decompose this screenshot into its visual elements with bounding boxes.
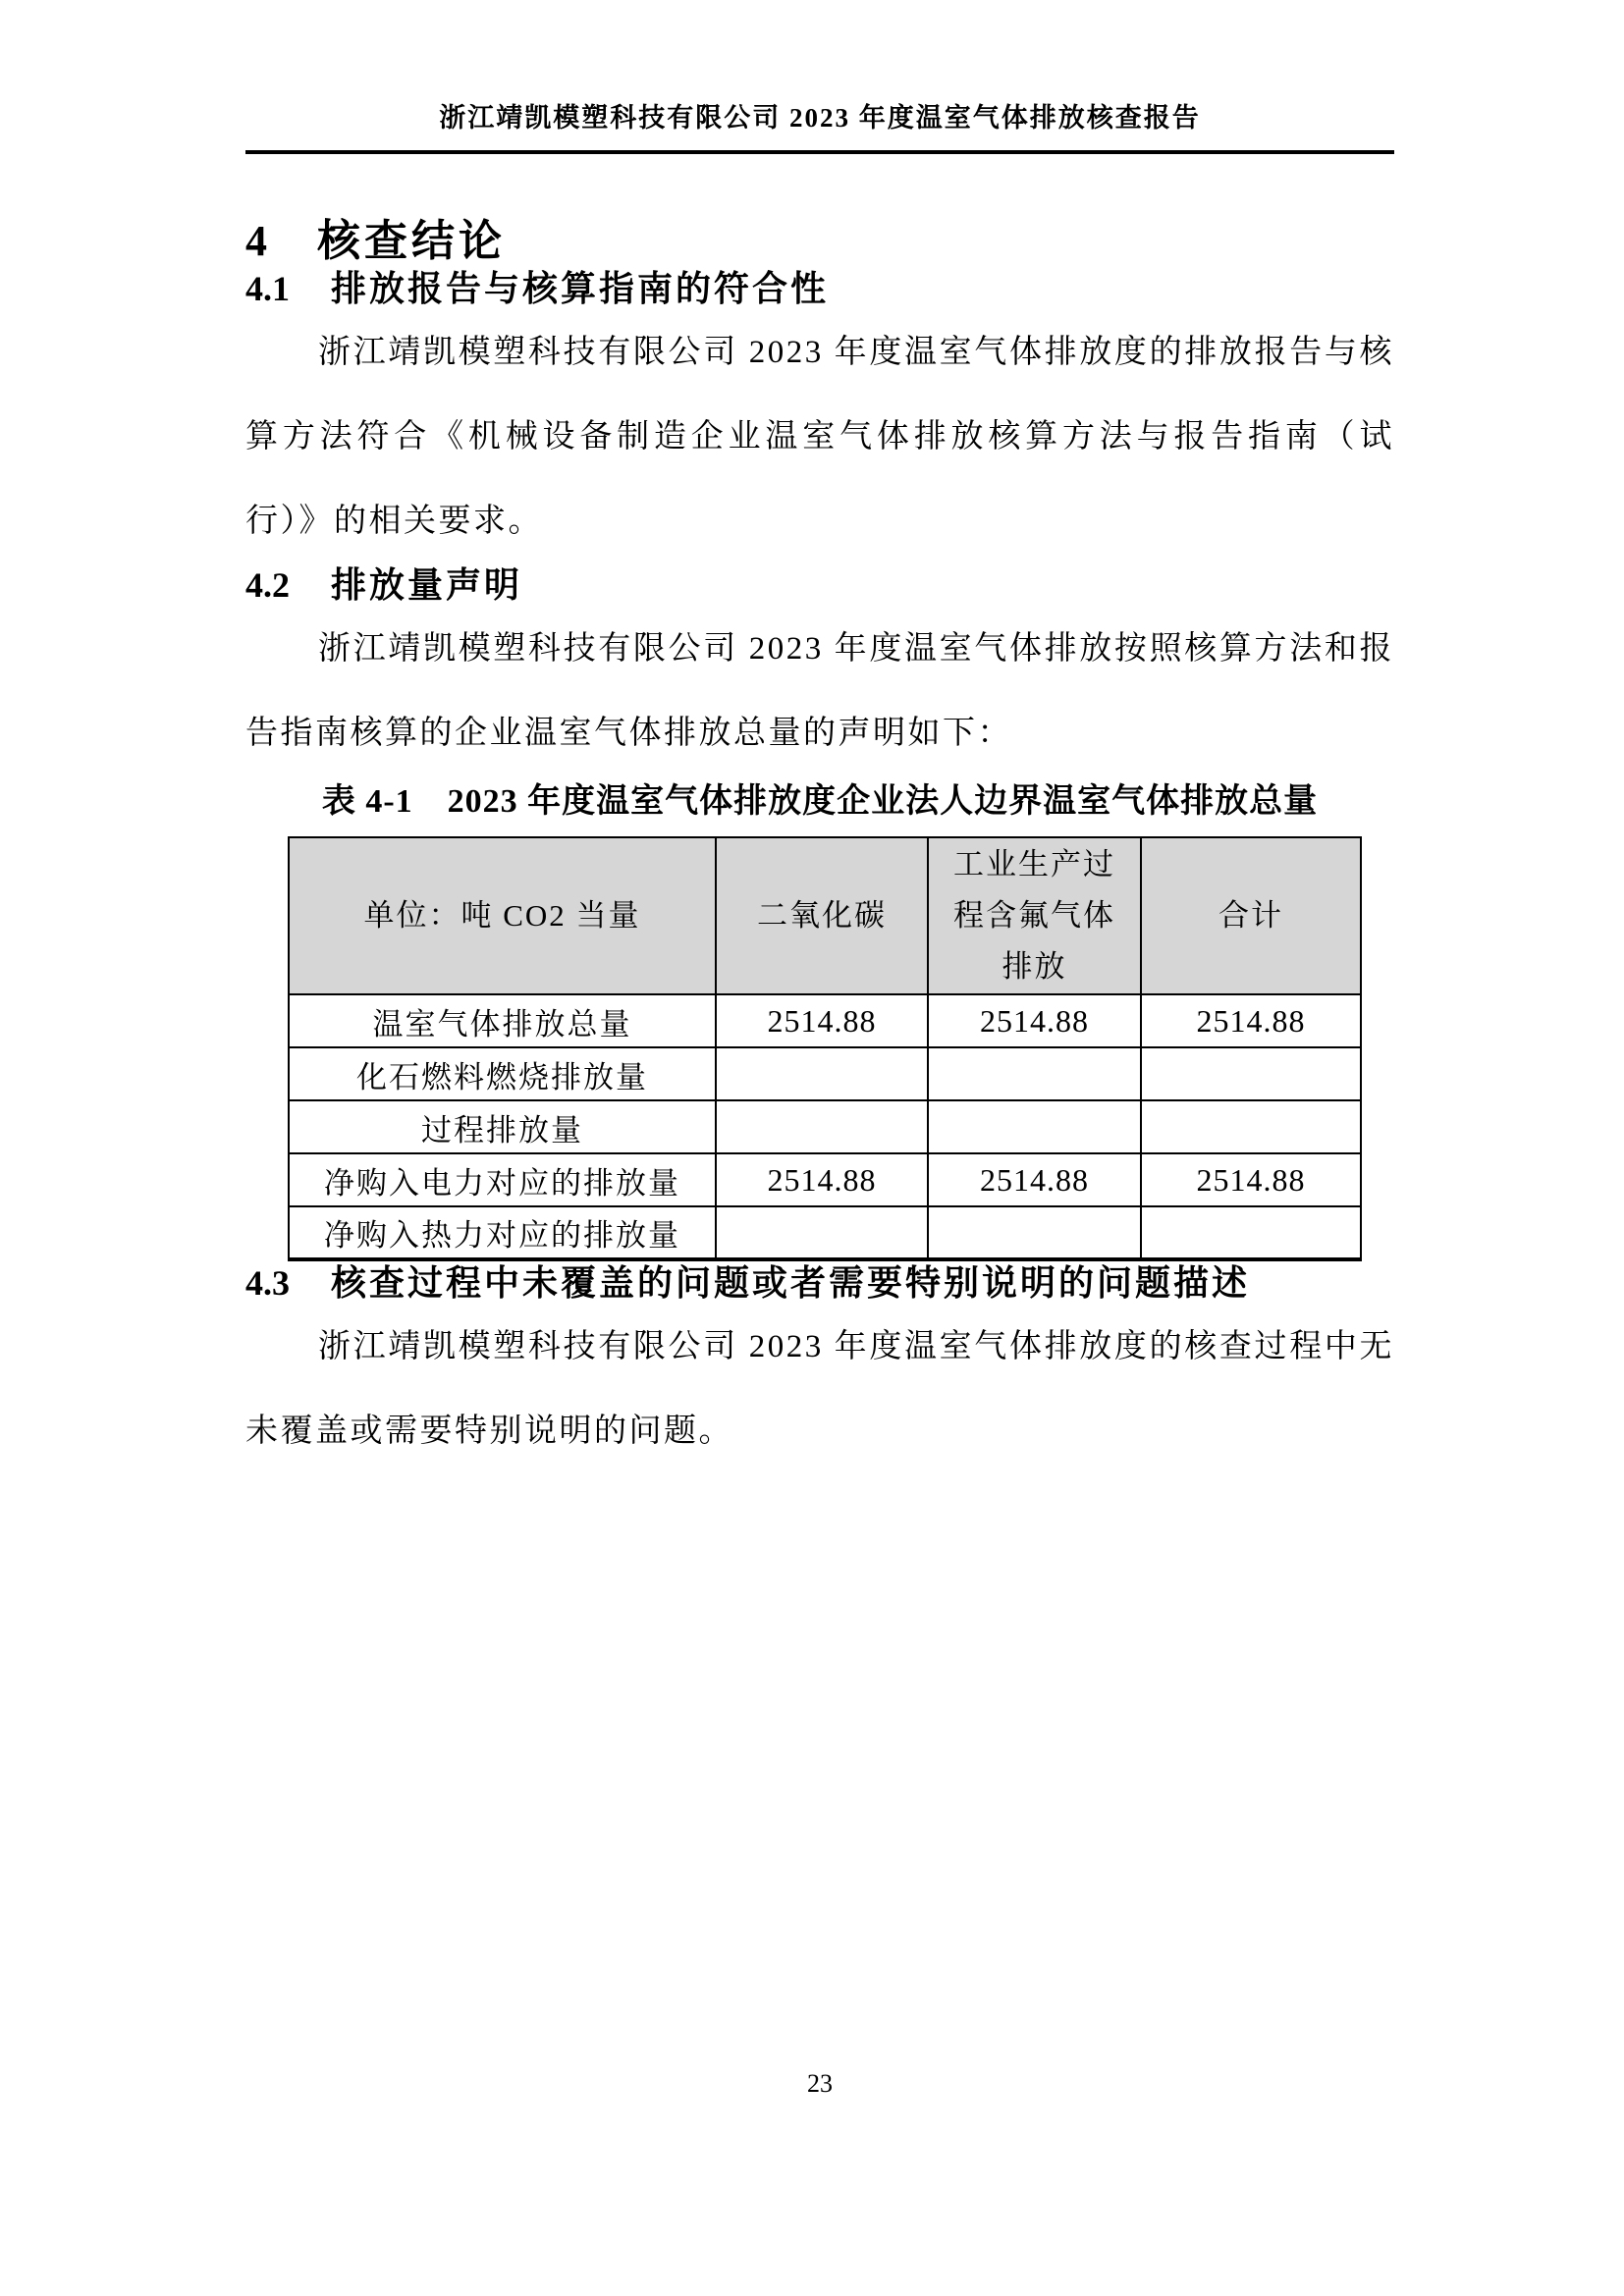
section-4-3-title: 核查过程中未覆盖的问题或者需要特别说明的问题描述 [331,1263,1251,1303]
row-co2-cell [716,1047,928,1100]
row-total-cell: 2514.88 [1141,1153,1361,1206]
table-row [289,1206,1361,1259]
row-fluoride-cell [928,1047,1141,1100]
table-header-row [289,837,1361,994]
section-4-3-number: 4.3 [245,1263,290,1303]
table-row [289,1153,1361,1206]
row-fluoride-cell [928,1100,1141,1153]
section-4-number: 4 [245,217,267,265]
row-label-cell: 净购入电力对应的排放量 [289,1153,716,1206]
row-label-cell: 过程排放量 [289,1100,716,1153]
table-row [289,1100,1361,1153]
row-fluoride-cell: 2514.88 [928,1153,1141,1206]
table-header-total-cell: 合计 [1141,837,1361,994]
row-co2-cell [716,1100,928,1153]
table-header-co2-cell: 二氧化碳 [716,837,928,994]
page-number: 23 [807,2069,833,2098]
section-4-2-paragraph: 浙江靖凯模塑科技有限公司 2023 年度温室气体排放按照核算方法和报告指南核算的企业温室气体排放总量的声明如下： [245,631,1394,751]
row-co2-cell: 2514.88 [716,994,928,1047]
section-4-heading [245,215,1394,267]
row-fluoride-cell [928,1206,1141,1259]
section-4-2-title: 排放量声明 [331,565,523,605]
section-4-1-number: 4.1 [245,269,290,308]
section-4-1-title: 排放报告与核算指南的符合性 [331,269,830,308]
row-fluoride-cell: 2514.88 [928,994,1141,1047]
row-label-cell: 温室气体排放总量 [289,994,716,1047]
running-header-title: 浙江靖凯模塑科技有限公司 2023 年度温室气体排放核查报告 [439,103,1201,133]
section-4-1-paragraph: 浙江靖凯模塑科技有限公司 2023 年度温室气体排放度的排放报告与核算方法符合《机械设备制造企业温室气体排放核算方法与报告指南（试行）》的相关要求。 [245,335,1394,539]
section-4-2-heading [245,563,1394,607]
table-row [289,1047,1361,1100]
section-4-title: 核查结论 [317,217,506,265]
section-4-1-heading [245,267,1394,310]
row-co2-cell [716,1206,928,1259]
section-4-3-paragraph: 浙江靖凯模塑科技有限公司 2023 年度温室气体排放度的核查过程中无未覆盖或需要特别说明的问题。 [245,1329,1394,1449]
running-header [245,0,1394,154]
table-4-1-caption: 表 4-1 2023 年度温室气体排放度企业法人边界温室气体排放总量 [321,783,1319,820]
table-header-unit-cell: 单位：吨 CO2 当量 [289,837,716,994]
row-co2-cell: 2514.88 [716,1153,928,1206]
row-total-cell [1141,1047,1361,1100]
section-4-3-heading [245,1261,1394,1305]
table-header-fluoride-cell: 工业生产过程含氟气体排放 [928,837,1141,994]
row-label-cell: 净购入热力对应的排放量 [289,1206,716,1259]
row-total-cell [1141,1206,1361,1259]
emission-summary-table [288,836,1362,1261]
row-total-cell [1141,1100,1361,1153]
section-4-2-number: 4.2 [245,565,290,605]
page-content [245,0,1394,1473]
table-row [289,994,1361,1047]
row-label-cell: 化石燃料燃烧排放量 [289,1047,716,1100]
row-total-cell: 2514.88 [1141,994,1361,1047]
